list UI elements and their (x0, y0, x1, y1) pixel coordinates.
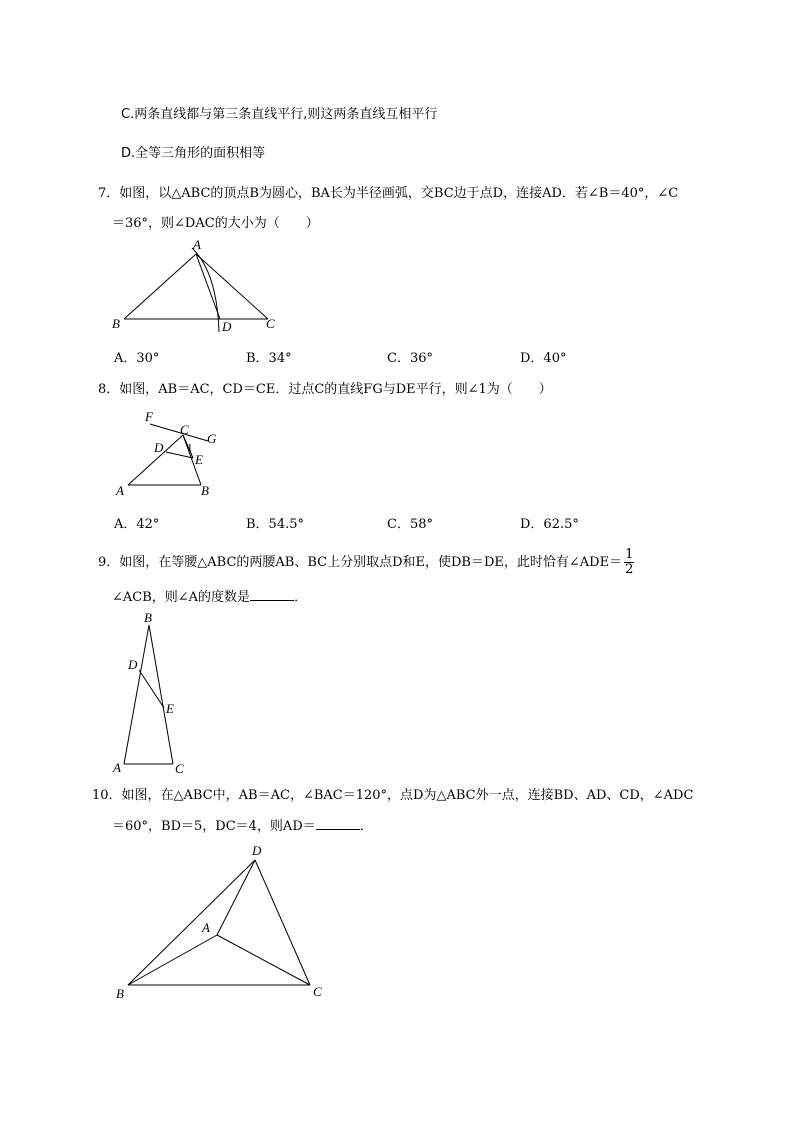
q10-text-line1: 如图，在△ABC中，AB＝AC，∠BAC＝120°，点D为△ABC外一点，连接BD、AD、CD，∠ADC (121, 788, 694, 803)
q7-option-c: C．36° (387, 351, 433, 366)
q9-text-line2a: ∠ACB，则∠A的度数是 (112, 590, 251, 605)
q8-option-d: D．62.5° (520, 517, 579, 532)
q7-label-c: C (266, 316, 275, 331)
q9-label-a: A (113, 760, 121, 775)
q10-label-c: C (313, 984, 322, 999)
q9-number: 9． (98, 555, 120, 570)
q10-stem-line2 (112, 815, 373, 834)
q9-stem-line2 (112, 586, 307, 605)
q8-option-b: B．54.5° (246, 517, 304, 532)
q8-label-f: F (145, 409, 153, 424)
q7-text-line1: 如图，以△ABC的顶点B为圆心，BA长为半径画弧，交BC边于点D，连接AD．若∠B＝40°，∠C (119, 186, 679, 201)
q7-label-b: B (112, 316, 120, 331)
q10-label-a: A (202, 920, 210, 935)
prev-option-d: D.全等三角形的面积相等 (121, 146, 266, 161)
q10-number: 10． (92, 788, 122, 803)
q9-fraction-denominator: 2 (625, 562, 634, 577)
q8-stem-line1 (98, 378, 552, 397)
q9-text-line2b: ． (294, 590, 308, 605)
q8-label-b: B (201, 483, 209, 498)
q10-segment-cd (255, 860, 310, 985)
q9-label-e: E (166, 701, 174, 716)
q10-segment-bd (128, 860, 255, 985)
q8-text-line1: 如图，AB＝AC，CD＝CE．过点C的直线FG与DE平行，则∠1为（ ） (119, 382, 552, 397)
prev-option-c: C.两条直线都与第三条直线平行,则这两条直线互相平行 (121, 107, 438, 122)
q7-number: 7． (98, 186, 120, 201)
q8-segment-ac (128, 435, 183, 485)
q9-stem-line1 (98, 547, 636, 577)
q7-stem-line1 (98, 182, 678, 201)
q7-segment-ad (196, 254, 220, 319)
q8-label-a: A (116, 483, 124, 498)
q10-segment-ad (217, 860, 255, 935)
q7-option-b: B．34° (246, 351, 292, 366)
q9-label-d: D (128, 657, 138, 672)
q7-segment-ac (196, 254, 268, 319)
q8-segment-bc (183, 435, 201, 485)
q7-text-line2: ＝36°，则∠DAC的大小为（ ） (112, 216, 319, 231)
q10-label-d: D (252, 843, 262, 858)
q8-label-c: C (180, 422, 189, 437)
q8-label-d: D (154, 440, 164, 455)
q7-label-d: D (222, 319, 232, 334)
q9-segment-de (139, 670, 164, 708)
q7-label-a: A (193, 237, 201, 252)
q8-label-1: 1 (187, 442, 193, 454)
q8-line-fg (150, 424, 208, 441)
q9-fraction-numerator: 1 (625, 547, 634, 562)
q8-option-a: A．42° (114, 517, 160, 532)
q9-label-b: B (144, 610, 152, 625)
q8-segment-de (166, 452, 193, 458)
q8-label-e: E (195, 452, 203, 467)
q8-number: 8． (98, 382, 120, 397)
q10-text-line2b: ． (359, 819, 373, 834)
q8-option-c: C．58° (387, 517, 433, 532)
q10-text-line2a: ＝60°，BD＝5，DC＝4，则AD＝ (112, 819, 316, 834)
q7-segment-ab (124, 254, 196, 319)
q10-segment-ac (217, 935, 310, 985)
q10-label-b: B (116, 986, 124, 1001)
q9-label-c: C (175, 761, 184, 776)
q9-segment-ab (124, 625, 149, 764)
q9-answer-blank[interactable] (250, 588, 294, 601)
q8-segment-ce (183, 435, 193, 458)
q7-option-d: D．40° (520, 351, 567, 366)
q9-fraction (624, 548, 634, 577)
q10-stem-line1 (92, 784, 693, 803)
q9-segment-bc (149, 625, 173, 764)
q7-option-a: A．30° (114, 351, 160, 366)
q7-arc (192, 248, 219, 332)
q10-answer-blank[interactable] (316, 817, 360, 830)
q10-segment-ab (128, 935, 217, 985)
q9-text-line1: 如图，在等腰△ABC的两腰AB、BC上分别取点D和E，使DB＝DE，此时恰有∠ADE＝ (119, 555, 623, 570)
q8-label-g: G (207, 431, 217, 446)
